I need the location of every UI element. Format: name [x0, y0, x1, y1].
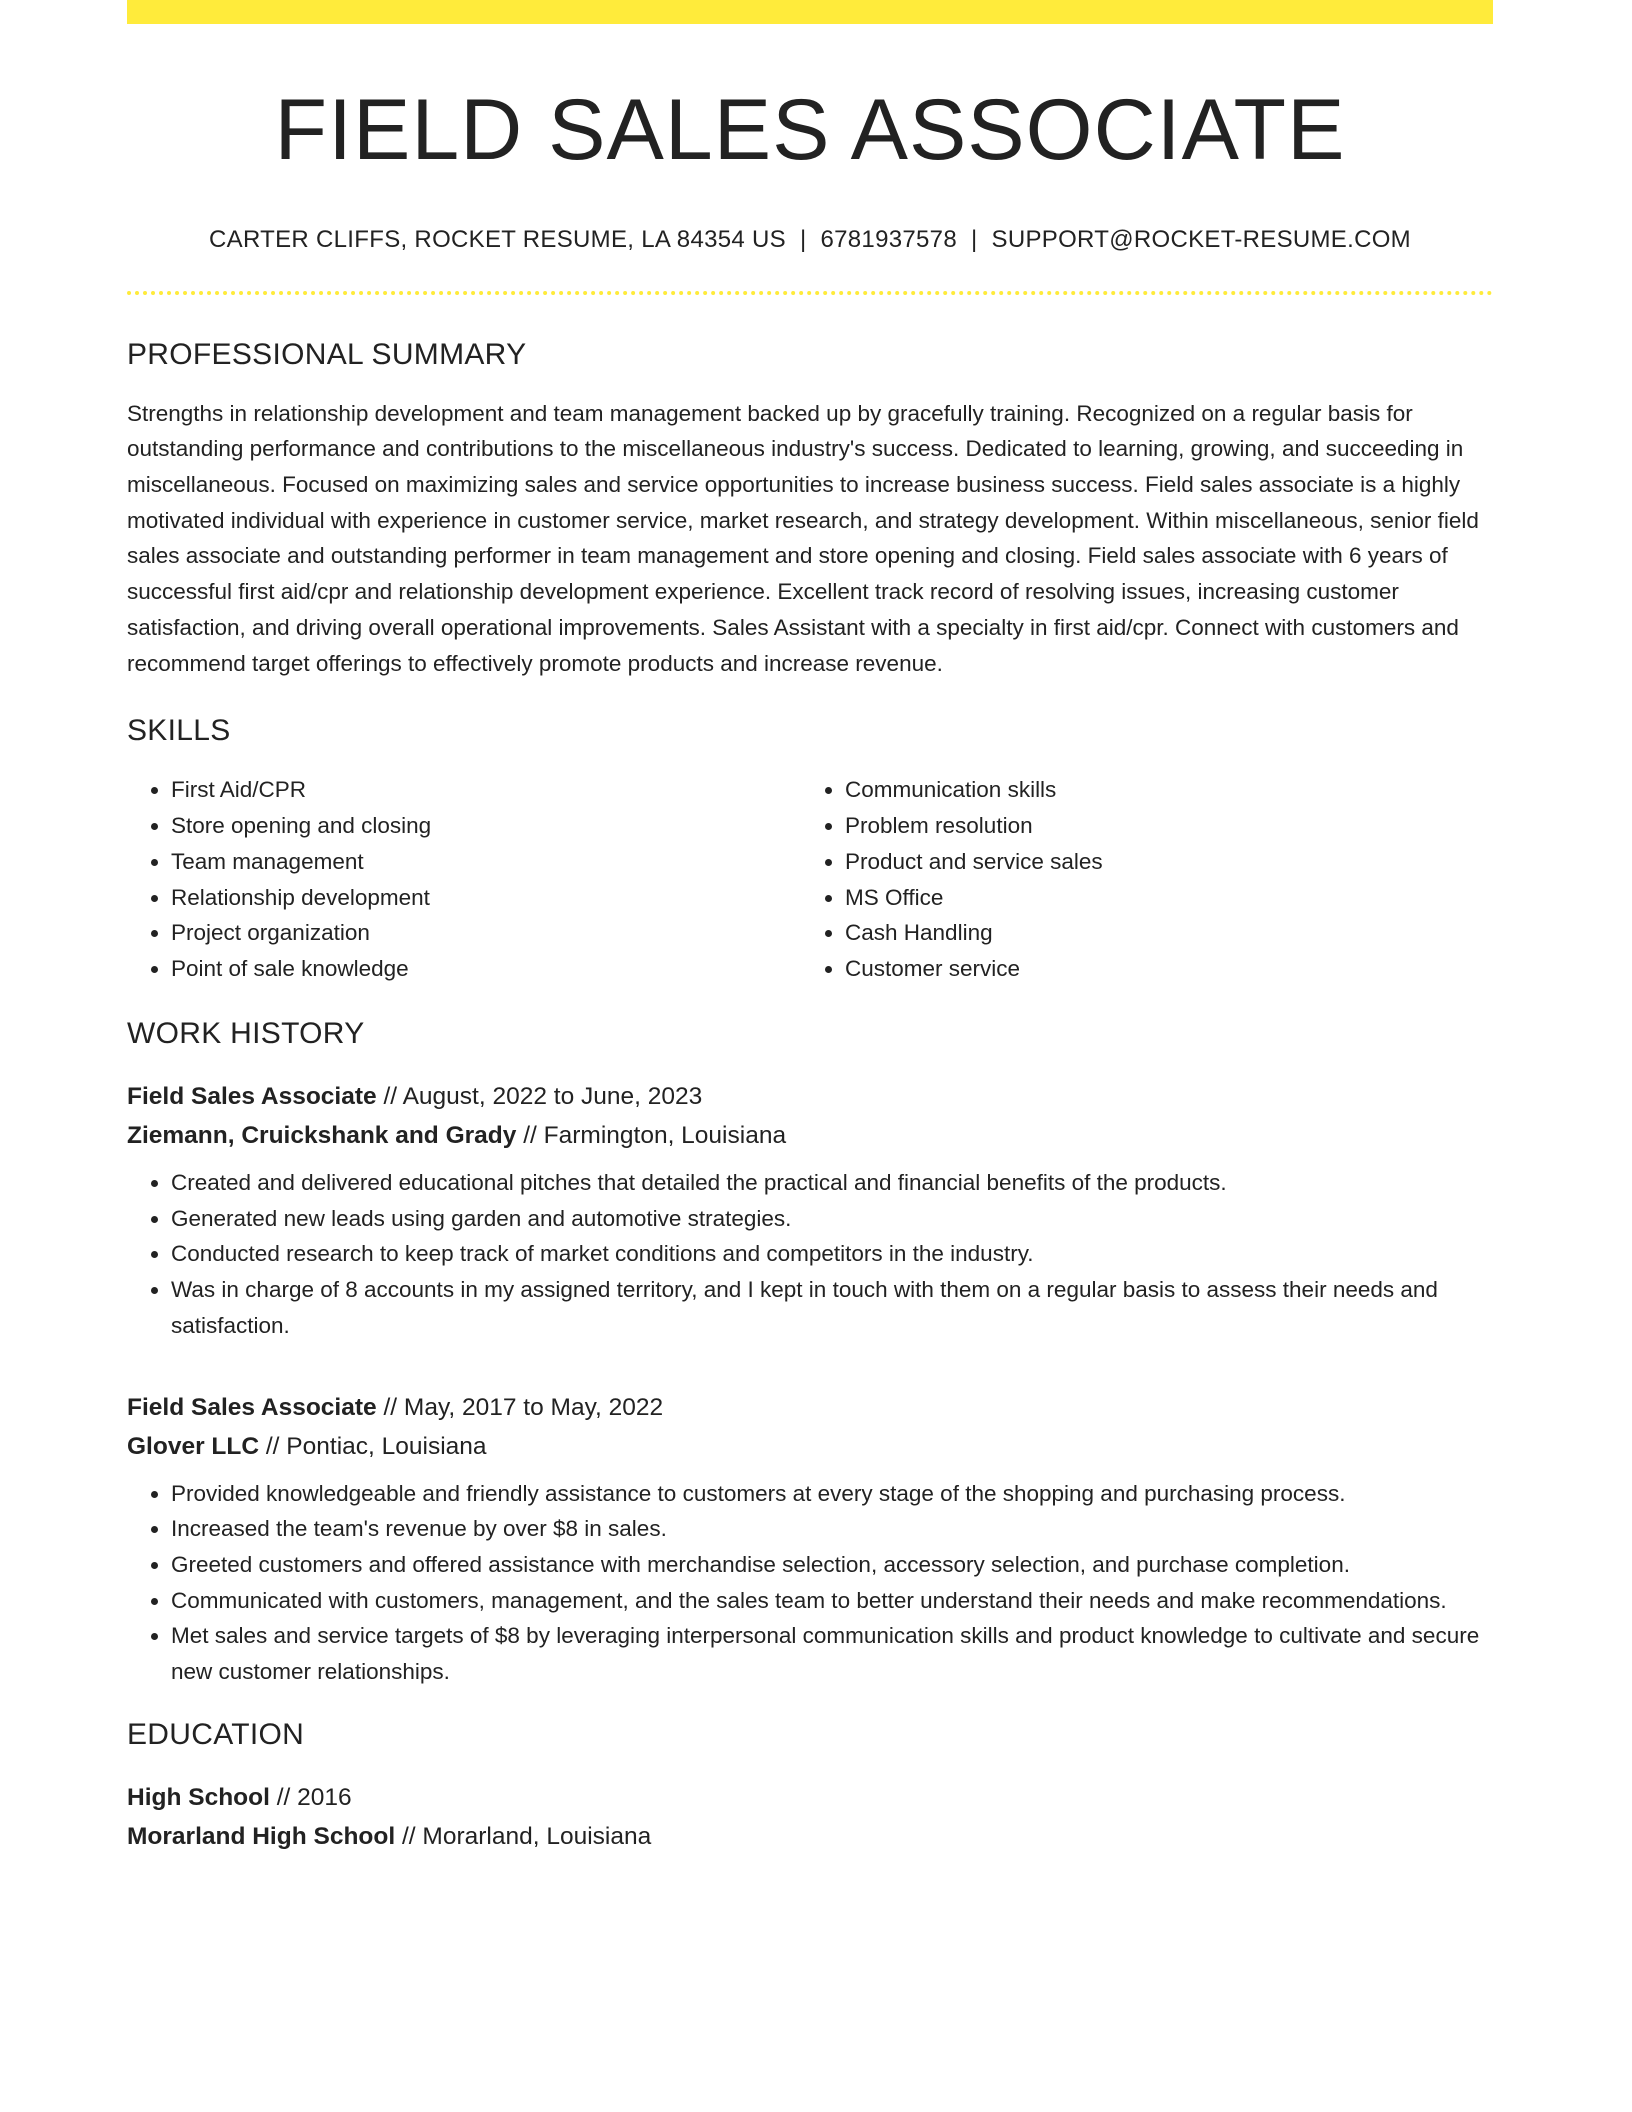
job-bullet: • Provided knowledgeable and friendly assistance to customers at every stage of the shopping and purchasing process. — [171, 1476, 1493, 1512]
accent-top-bar — [127, 0, 1493, 24]
skill-item: • Cash Handling — [845, 915, 1475, 951]
summary-text: Strengths in relationship development and team management backed up by gracefully training. Recognized on a regular basis for outstanding performance and contributions to the miscellaneous industry's success. Dedicated to learning, growing, and succeeding in miscellaneous. Focused on maximizing sales and service opportunities to increase business success. Field sales associate is a highly motivated individual with experience in customer service, market research, and strategy development. Within miscellaneous, senior field sales associate and outstanding performer in team management and store opening and closing. Field sales associate with 6 years of successful first aid/cpr and relationship development experience. Excellent track record of resolving issues, increasing customer satisfaction, and driving overall operational improvements. Sales Assistant with a specialty in first aid/cpr. Connect with customers and recommend target offerings to effectively promote products and increase revenue. — [127, 400, 1479, 676]
job-bullet: • Met sales and service targets of $8 by leveraging interpersonal communication skills and product knowledge to cultivate and secure new customer relationships. — [171, 1618, 1493, 1689]
education-entry — [127, 1778, 1493, 1856]
education-location: Morarland, Louisiana — [422, 1822, 652, 1850]
job-dates: May, 2017 to May, 2022 — [403, 1393, 664, 1421]
education-school-line — [127, 1817, 1493, 1856]
skill-item: • Communication skills — [845, 772, 1475, 808]
job-location: Pontiac, Louisiana — [286, 1432, 487, 1460]
skills-list — [127, 772, 1493, 987]
contact-address: CARTER CLIFFS, ROCKET RESUME, LA 84354 US — [209, 225, 786, 253]
job-dates: August, 2022 to June, 2023 — [402, 1083, 703, 1110]
dotted-divider — [127, 291, 1493, 295]
job-bullet: • Increased the team's revenue by over $8 in sales. — [171, 1511, 1493, 1547]
job-bullet: • Created and delivered educational pitches that detailed the practical and financial benefits of the products. — [171, 1165, 1493, 1201]
job-entry — [127, 1388, 1493, 1690]
job-company-line — [127, 1427, 1493, 1466]
skill-item: • Team management — [171, 844, 801, 880]
job-bullet: • Conducted research to keep track of market conditions and competitors in the industry. — [171, 1236, 1493, 1272]
job-entry — [127, 1077, 1493, 1344]
job-company-line — [127, 1116, 1493, 1155]
job-company: Glover LLC — [127, 1432, 260, 1460]
job-role-line — [127, 1077, 1493, 1116]
job-bullets — [127, 1476, 1493, 1690]
education-degree-line — [127, 1778, 1493, 1817]
skills-column-left — [127, 772, 801, 987]
job-role: Field Sales Associate — [127, 1393, 377, 1421]
education-school: Morarland High School — [127, 1822, 396, 1850]
skill-item: • MS Office — [845, 880, 1475, 916]
skill-item: • Store opening and closing — [171, 808, 801, 844]
work-history-heading: WORK HISTORY — [127, 1017, 365, 1050]
contact-separator: | — [799, 225, 807, 253]
job-company: Ziemann, Cruickshank and Grady — [127, 1122, 517, 1149]
skill-item: • Problem resolution — [845, 808, 1475, 844]
job-location: Farmington, Louisiana — [543, 1122, 787, 1149]
education-year: 2016 — [297, 1783, 352, 1811]
contact-email[interactable]: SUPPORT@ROCKET-RESUME.COM — [991, 225, 1411, 253]
job-bullet: • Greeted customers and offered assistance with merchandise selection, accessory selection, and purchase completion. — [171, 1547, 1493, 1583]
field-separator: // — [265, 1432, 280, 1460]
contact-separator: | — [970, 225, 978, 253]
contact-phone[interactable]: 6781937578 — [820, 225, 957, 253]
skill-item: • Customer service — [845, 951, 1475, 987]
job-bullet: • Communicated with customers, management, and the sales team to better understand their needs and make recommendations. — [171, 1583, 1493, 1619]
education-heading: EDUCATION — [127, 1717, 305, 1751]
field-separator: // — [276, 1783, 291, 1811]
job-role-line — [127, 1388, 1493, 1427]
resume-title: FIELD SALES ASSOCIATE — [274, 82, 1346, 178]
skill-item: • Product and service sales — [845, 844, 1475, 880]
skill-item: • Project organization — [171, 915, 801, 951]
skill-item: • Point of sale knowledge — [171, 951, 801, 987]
field-separator: // — [401, 1822, 416, 1850]
skills-column-right — [801, 772, 1475, 987]
skill-item: • First Aid/CPR — [171, 772, 801, 808]
contact-line — [127, 226, 1493, 254]
skills-heading: SKILLS — [127, 714, 231, 748]
education-degree: High School — [127, 1783, 270, 1811]
field-separator: // — [383, 1083, 398, 1110]
summary-heading: PROFESSIONAL SUMMARY — [127, 337, 527, 371]
job-bullet: • Was in charge of 8 accounts in my assigned territory, and I kept in touch with them on a regular basis to assess their needs and satisfaction. — [171, 1272, 1493, 1343]
job-bullets — [127, 1165, 1493, 1344]
skill-item: • Relationship development — [171, 880, 801, 916]
job-bullet: • Generated new leads using garden and automotive strategies. — [171, 1201, 1493, 1237]
field-separator: // — [383, 1393, 398, 1421]
field-separator: // — [523, 1122, 537, 1149]
job-role: Field Sales Associate — [127, 1083, 377, 1110]
resume-page — [127, 0, 1493, 1856]
